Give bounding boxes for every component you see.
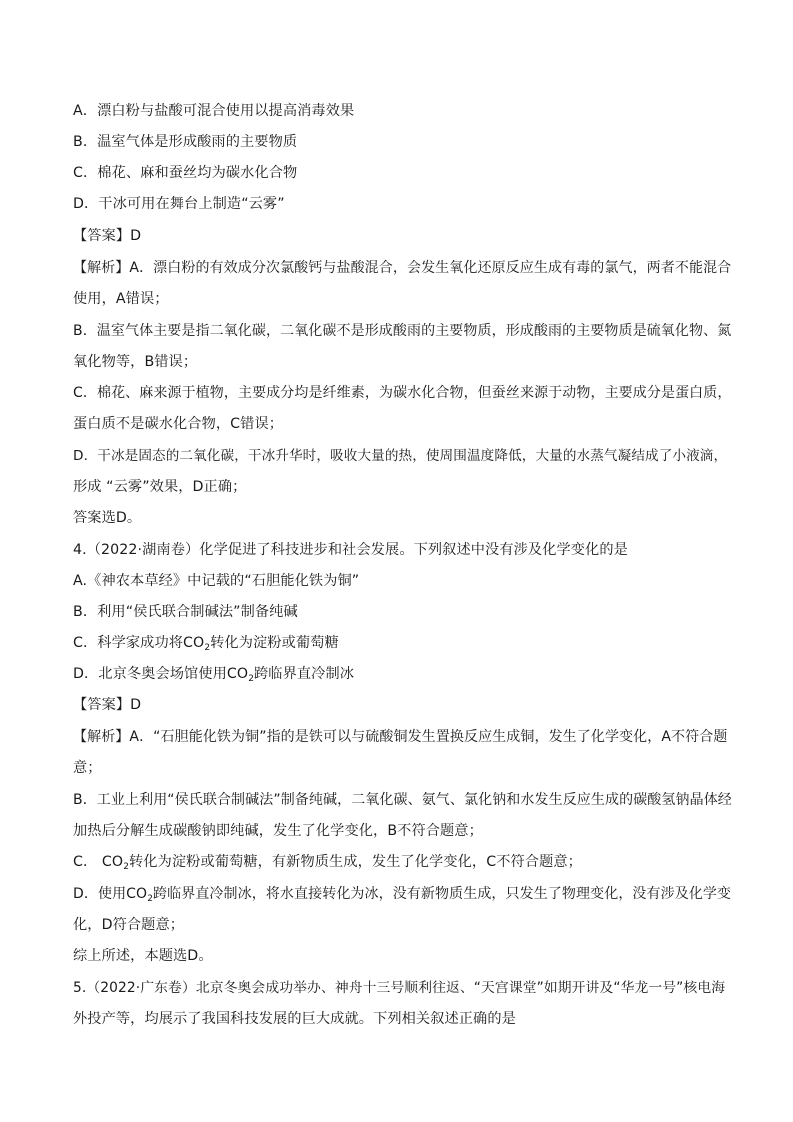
q3-analysis-a-line1: 【解析】A．漂白粉的有效成分次氯酸钙与盐酸混合，会发生氧化还原反应生成有毒的氯气，两者不能混合 — [73, 260, 732, 276]
q4-analysis-a-line1: 【解析】A．“石胆能化铁为铜”指的是铁可以与硫酸铜发生置换反应生成铜，发生了化学变化，A不符合题 — [73, 729, 728, 745]
q4-analysis-d-suffix: 跨临界直冷制冰，将水直接转化为冰，没有新物质生成，只发生了物理变化，没有涉及化学变 — [153, 886, 732, 902]
q3-answer: 【答案】D — [73, 228, 142, 244]
q4-analysis-c — [73, 852, 582, 877]
q3-analysis-b-line2: 氧化物等，B错误； — [73, 354, 198, 370]
q5-stem-line1: 5.（2022·广东卷）北京冬奥会成功举办、神舟十三号顺利往返、“天宫课堂”如期开讲及“华龙一号”核电海 — [73, 980, 726, 996]
q3-analysis-d-line1: D．干冰是固态的二氧化碳，干冰升华时，吸收大量的热，使周围温度降低，大量的水蒸气凝结成了小液滴， — [73, 448, 728, 464]
q4-option-c-subscript: 2 — [204, 643, 211, 653]
q4-option-d-formula: CO — [226, 666, 249, 682]
q4-analysis-d-line2: 化，D符合题意； — [73, 917, 185, 933]
q5-stem-line2: 外投产等，均展示了我国科技发展的巨大成就。下列相关叙述正确的是 — [73, 1011, 516, 1027]
q4-analysis-d-subscript: 2 — [147, 894, 154, 904]
q4-option-c-suffix: 转化为淀粉或葡萄糖 — [210, 635, 339, 651]
q4-option-c-formula: CO — [183, 635, 205, 651]
q4-option-d-suffix: 跨临界直冷制冰 — [254, 666, 355, 682]
q3-analysis-c-line1: C．棉花、麻来源于植物，主要成分均是纤维素，为碳水化合物，但蚕丝来源于动物，主要成分是蛋白质， — [73, 385, 732, 401]
q4-option-d — [73, 664, 354, 689]
q4-stem: 4.（2022·湖南卷）化学促进了科技进步和社会发展。下列叙述中没有涉及化学变化的是 — [73, 542, 628, 558]
q3-option-b: B．温室气体是形成酸雨的主要物质 — [73, 134, 298, 150]
q4-option-b: B．利用“侯氏联合制碱法”制备纯碱 — [73, 604, 298, 620]
q3-conclusion: 答案选D。 — [73, 510, 142, 526]
q3-analysis-c-line2: 蛋白质不是碳水化合物，C错误； — [73, 416, 284, 432]
q4-option-d-prefix: D．北京冬奥会场馆使用 — [73, 666, 227, 682]
q3-analysis-a-line2: 使用，A错误； — [73, 291, 169, 307]
q3-option-c: C．棉花、麻和蚕丝均为碳水化合物 — [73, 165, 298, 181]
q4-analysis-b-line1: B．工业上利用“侯氏联合制碱法”制备纯碱，二氧化碳、氨气、氯化钠和水发生反应生成的碳酸氢钠晶体经 — [73, 792, 732, 808]
q4-conclusion: 综上所述，本题选D。 — [73, 948, 213, 964]
q3-option-d: D．干冰可用在舞台上制造“云雾” — [73, 196, 285, 212]
q4-analysis-b-line2: 加热后分解生成碳酸钠即纯碱，发生了化学变化，B不符合题意； — [73, 823, 483, 839]
q3-analysis-d-line2: 形成 “云雾”效果，D正确； — [73, 479, 247, 495]
q3-option-a: A．漂白粉与盐酸可混合使用以提高消毒效果 — [73, 103, 355, 119]
q4-analysis-d-line1 — [73, 884, 731, 909]
q4-analysis-a-line2: 意； — [73, 760, 102, 776]
q4-analysis-c-prefix: C． CO — [73, 854, 124, 870]
q4-analysis-c-suffix: 转化为淀粉或葡萄糖，有新物质生成，发生了化学变化，C不符合题意； — [129, 854, 582, 870]
q4-option-a: A.《神农本草经》中记载的“石胆能化铁为铜” — [73, 573, 360, 589]
q4-analysis-d-prefix: D．使用CO — [73, 886, 148, 902]
q3-analysis-b-line1: B．温室气体主要是指二氧化碳，二氧化碳不是形成酸雨的主要物质，形成酸雨的主要物质是硫氧化物、氮 — [73, 323, 732, 339]
q4-analysis-c-subscript: 2 — [123, 862, 130, 872]
q4-option-c — [73, 633, 339, 658]
q4-option-d-subscript: 2 — [248, 674, 255, 684]
q4-answer: 【答案】D — [73, 697, 142, 713]
q4-option-c-prefix: C．科学家成功将 — [73, 635, 184, 651]
